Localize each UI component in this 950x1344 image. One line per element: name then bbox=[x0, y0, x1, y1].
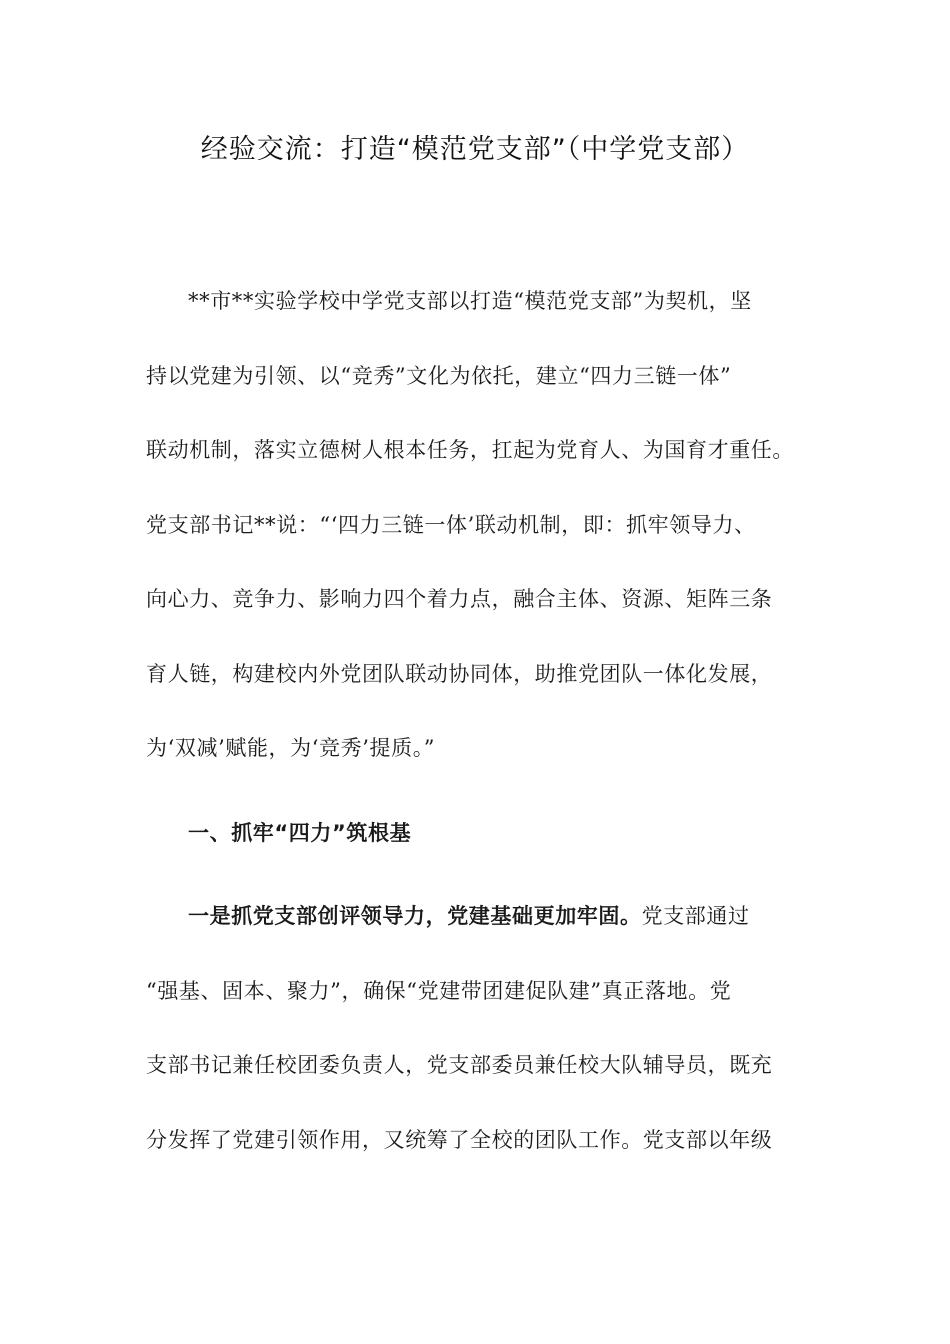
paragraph-line: 向心力、竞争力、影响力四个着力点，融合主体、资源、矩阵三条 bbox=[146, 587, 773, 611]
paragraph-line: **市**实验学校中学党支部以打造“模范党支部”为契机，坚 bbox=[188, 289, 752, 313]
paragraph-line: 支部书记兼任校团委负责人，党支部委员兼任校大队辅导员，既充 bbox=[146, 1053, 773, 1077]
paragraph-line: 联动机制，落实立德树人根本任务，扛起为党育人、为国育才重任。 bbox=[146, 438, 794, 462]
paragraph-lead-rest: 党支部通过 bbox=[641, 904, 750, 928]
paragraph-line: 分发挥了党建引领作用，又统筹了全校的团队工作。党支部以年级 bbox=[146, 1128, 773, 1152]
paragraph-line: “强基、固本、聚力”，确保“党建带团建促队建”真正落地。党 bbox=[146, 979, 732, 1003]
section-heading: 一、抓牢“四力”筑根基 bbox=[188, 821, 412, 845]
paragraph-line bbox=[188, 900, 750, 932]
paragraph-line: 党支部书记**说：“‘四力三链一体’联动机制，即：抓牢领导力、 bbox=[146, 513, 756, 537]
paragraph-line: 持以党建为引领、以“竞秀”文化为依托，建立“四力三链一体” bbox=[146, 364, 732, 388]
paragraph-lead-bold: 一是抓党支部创评领导力，党建基础更加牢固。 bbox=[188, 904, 642, 928]
paragraph-line: 为‘双减’赋能，为‘竞秀’提质。” bbox=[146, 736, 436, 760]
paragraph-line: 育人链，构建校内外党团队联动协同体，助推党团队一体化发展， bbox=[146, 662, 773, 686]
document-title: 经验交流：打造“模范党支部”（中学党支部） bbox=[200, 134, 750, 165]
